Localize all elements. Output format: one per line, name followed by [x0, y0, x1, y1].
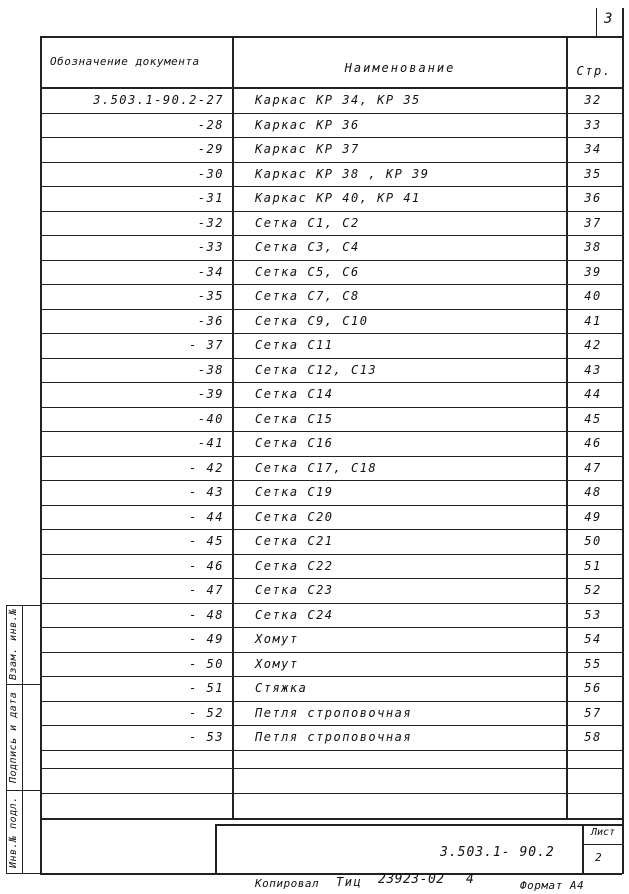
row-page: 39	[584, 264, 602, 279]
sheet-box-left-border	[596, 8, 597, 36]
row-code: - 47	[189, 583, 224, 597]
row-code: - 42	[189, 460, 224, 475]
row-page: 36	[584, 191, 602, 205]
row-separator	[40, 333, 622, 334]
row-separator	[40, 260, 622, 261]
row-code: -41	[197, 436, 224, 450]
row-page: 48	[584, 485, 602, 499]
title-block-sheet-label: Лист	[590, 827, 616, 838]
row-page: 44	[584, 387, 602, 401]
row-page: 53	[584, 607, 602, 622]
title-block-top	[215, 824, 622, 826]
row-page: 43	[584, 362, 602, 377]
row-page: 50	[584, 534, 602, 548]
row-code: - 48	[189, 607, 224, 622]
empty-row-line	[40, 793, 622, 794]
row-name: Сетка С3, С4	[255, 240, 360, 254]
row-name: Сетка С17, С18	[255, 460, 378, 475]
footer-order-sheet: 4	[466, 872, 476, 887]
side-label-podpis-data: Подпись и дата	[8, 691, 19, 783]
row-separator	[40, 627, 622, 628]
row-page: 34	[584, 142, 602, 156]
row-page: 51	[584, 558, 602, 573]
side-strip-inner	[22, 605, 23, 873]
row-name: Сетка С14	[255, 387, 334, 401]
empty-row-line	[40, 768, 622, 769]
row-code: -32	[197, 215, 224, 230]
row-page: 58	[584, 730, 602, 744]
row-separator	[40, 211, 622, 212]
row-separator	[40, 162, 622, 163]
row-code: -34	[197, 264, 224, 279]
row-name: Сетка С5, С6	[255, 264, 360, 279]
row-code: -31	[197, 191, 224, 205]
row-separator	[40, 554, 622, 555]
header-bottom-border	[40, 87, 622, 89]
row-name: Сетка С21	[255, 534, 334, 548]
row-name: Петля строповочная	[255, 705, 413, 720]
title-block-sheet-line	[582, 844, 622, 845]
row-name: Сетка С16	[255, 436, 334, 450]
row-name: Стяжка	[255, 681, 308, 695]
row-separator	[40, 186, 622, 187]
table-bottom-border	[40, 818, 622, 820]
row-separator	[40, 480, 622, 481]
header-col-code: Обозначение документа	[50, 55, 200, 68]
row-name: Сетка С15	[255, 411, 334, 426]
row-name: Сетка С24	[255, 607, 334, 622]
row-code: - 49	[189, 632, 224, 646]
row-separator	[40, 652, 622, 653]
title-block-doc-code: 3.503.1- 90.2	[440, 845, 555, 860]
row-code: -28	[197, 117, 224, 132]
row-name: Сетка С11	[255, 338, 334, 352]
row-name: Сетка С9, С10	[255, 313, 369, 328]
row-name: Каркас КР 40, КР 41	[255, 191, 421, 205]
row-name: Каркас КР 34, КР 35	[255, 93, 421, 107]
row-code: - 51	[189, 681, 224, 695]
row-name: Петля строповочная	[255, 730, 413, 744]
row-page: 41	[584, 313, 602, 328]
row-page: 57	[584, 705, 602, 720]
frame-top	[40, 36, 622, 38]
row-page: 38	[584, 240, 602, 254]
row-separator	[40, 701, 622, 702]
row-code: -29	[197, 142, 224, 156]
row-separator	[40, 358, 622, 359]
row-name: Сетка С23	[255, 583, 334, 597]
side-strip-bottom	[6, 873, 40, 874]
row-separator	[40, 235, 622, 236]
row-page: 45	[584, 411, 602, 426]
row-code: 3.503.1-90.2-27	[93, 93, 224, 107]
row-page: 33	[584, 117, 602, 132]
row-code: -33	[197, 240, 224, 254]
row-code: -40	[197, 411, 224, 426]
title-block-sheet-value: 2	[594, 851, 604, 864]
row-separator	[40, 309, 622, 310]
row-name: Сетка С7, С8	[255, 289, 360, 303]
row-separator	[40, 676, 622, 677]
row-separator	[40, 284, 622, 285]
row-separator	[40, 529, 622, 530]
row-name: Сетка С12, С13	[255, 362, 378, 377]
row-code: - 52	[189, 705, 224, 720]
row-page: 55	[584, 656, 602, 671]
sheet-number: 3	[604, 11, 614, 27]
side-label-vzam-inv: Взам. инв.№	[8, 608, 19, 680]
row-name: Каркас КР 38 , КР 39	[255, 166, 430, 181]
side-strip-top	[6, 605, 40, 606]
row-code: - 37	[189, 338, 224, 352]
footer-kopiroval: Копировал	[255, 877, 320, 890]
header-col-page: Стр.	[576, 64, 612, 78]
row-code: -30	[197, 166, 224, 181]
row-page: 32	[584, 93, 602, 107]
row-name: Хомут	[255, 632, 299, 646]
row-name: Хомут	[255, 656, 299, 671]
header-col-name: Наименование	[344, 61, 456, 75]
row-separator	[40, 407, 622, 408]
row-separator	[40, 578, 622, 579]
row-separator	[40, 382, 622, 383]
row-separator	[40, 137, 622, 138]
row-code: - 53	[189, 730, 224, 744]
row-page: 56	[584, 681, 602, 695]
row-page: 47	[584, 460, 602, 475]
row-name: Каркас КР 36	[255, 117, 360, 132]
row-code: - 45	[189, 534, 224, 548]
row-code: - 44	[189, 509, 224, 524]
row-separator	[40, 456, 622, 457]
row-code: -35	[197, 289, 224, 303]
row-code: -38	[197, 362, 224, 377]
row-separator	[40, 603, 622, 604]
row-code: - 46	[189, 558, 224, 573]
row-page: 37	[584, 215, 602, 230]
row-page: 46	[584, 436, 602, 450]
row-page: 52	[584, 583, 602, 597]
row-name: Сетка С22	[255, 558, 334, 573]
side-strip-divider	[6, 790, 40, 791]
row-separator	[40, 431, 622, 432]
side-strip-outer	[6, 605, 7, 873]
row-name: Каркас КР 37	[255, 142, 360, 156]
footer-format: Формат А4	[520, 879, 585, 892]
title-block-left	[215, 824, 217, 873]
footer-signature: Тиц	[336, 875, 363, 889]
row-page: 42	[584, 338, 602, 352]
row-separator	[40, 750, 622, 751]
row-separator	[40, 113, 622, 114]
frame-bottom	[40, 873, 622, 875]
side-strip-divider	[6, 684, 40, 685]
row-separator	[40, 505, 622, 506]
row-name: Сетка С1, С2	[255, 215, 360, 230]
side-label-inv-podl: Инв.№ подл.	[8, 796, 19, 868]
row-page: 40	[584, 289, 602, 303]
row-code: -36	[197, 313, 224, 328]
row-page: 54	[584, 632, 602, 646]
row-separator	[40, 725, 622, 726]
row-name: Сетка С19	[255, 485, 334, 499]
row-name: Сетка С20	[255, 509, 334, 524]
frame-right	[622, 8, 624, 874]
footer-order-no: 23923-02	[378, 872, 445, 887]
row-code: -39	[197, 387, 224, 401]
row-code: - 43	[189, 485, 224, 499]
row-page: 35	[584, 166, 602, 181]
row-code: - 50	[189, 656, 224, 671]
row-page: 49	[584, 509, 602, 524]
